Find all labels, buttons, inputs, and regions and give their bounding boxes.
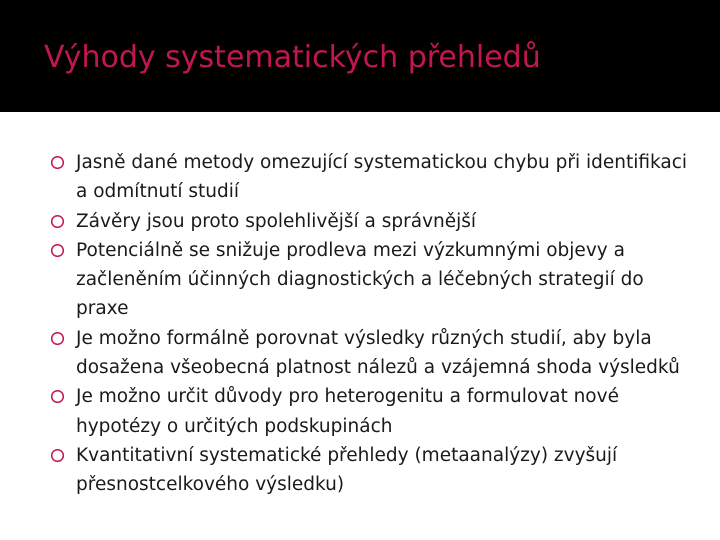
bullet-text: Je možno formálně porovnat výsledky různých studií, aby byla dosažena všeobecná platnost nálezů a vzájemná shoda výsledků: [76, 327, 680, 379]
bullet-item: [50, 324, 690, 383]
title-bar: [0, 0, 720, 112]
hollow-circle-icon: [50, 331, 65, 346]
hollow-circle-icon: [50, 155, 65, 170]
bullet-item: [50, 207, 690, 236]
bullet-text: Závěry jsou proto spolehlivější a správnější: [76, 210, 477, 232]
hollow-circle-icon: [50, 214, 65, 229]
bullet-text: Jasně dané metody omezující systematickou chybu při identifikaci a odmítnutí studií: [76, 152, 688, 203]
bullet-item: [50, 441, 690, 500]
bullet-text: Kvantitativní systematické přehledy (metaanalýzy) zvyšují přesnostcelkového výsledku): [76, 444, 618, 496]
bullet-item: [50, 148, 690, 207]
hollow-circle-icon: [50, 389, 65, 404]
bullet-text: Potenciálně se snižuje prodleva mezi výzkumnými objevy a začleněním účinných diagnostických a léčebných strategií do praxe: [76, 239, 644, 320]
hollow-circle-icon: [50, 243, 65, 258]
bullet-item: [50, 236, 690, 324]
bullet-list: [50, 148, 690, 500]
bullet-text: Je možno určit důvody pro heterogenitu a formulovat nové hypotézy o určitých podskupinách: [76, 386, 619, 437]
hollow-circle-icon: [50, 448, 65, 463]
slide-title: Výhody systematických přehledů: [44, 40, 541, 75]
bullet-item: [50, 382, 690, 441]
